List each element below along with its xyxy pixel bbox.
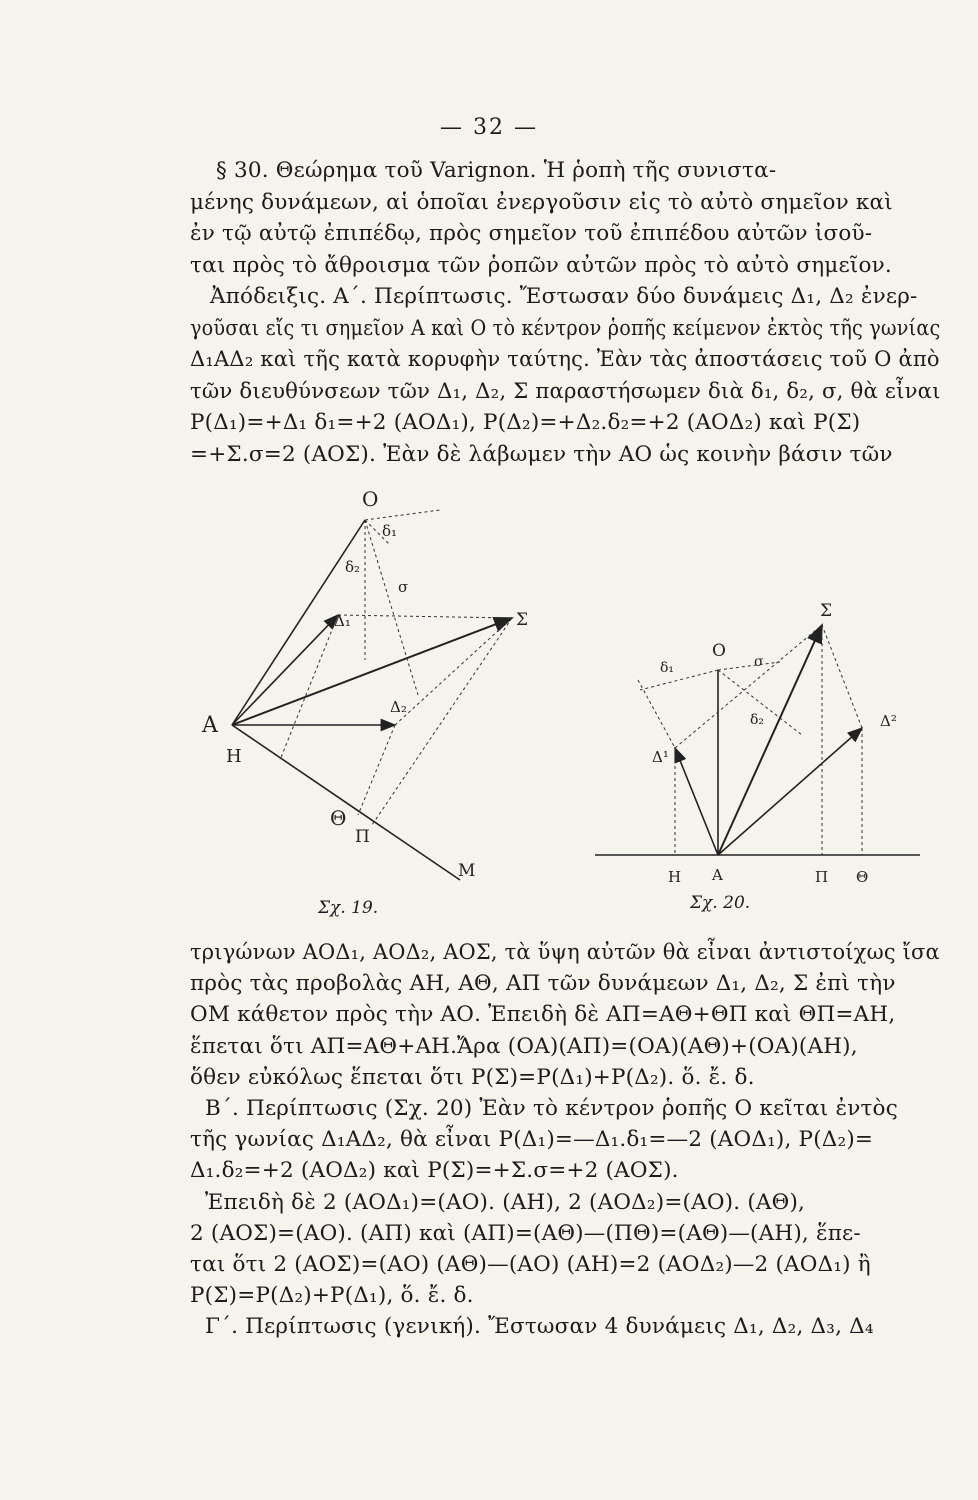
fig19-label-H: Η — [226, 746, 242, 767]
page-number: — 32 — — [440, 115, 538, 140]
fig20-label-D2: Δ² — [880, 712, 897, 730]
text-line: ΟΜ κάθετον πρὸς τὴν ΑΟ. Ἐπειδὴ δὲ ΑΠ=ΑΘ+ΘΠ καὶ ΘΠ=ΑΗ, — [190, 1002, 896, 1028]
fig19-label-s: σ — [398, 578, 409, 596]
text-line: γοῦσαι εἴς τι σημεῖον Α καὶ Ο τὸ κέντρον ῥοπῆς κείμενον ἐκτὸς τῆς γωνίας — [190, 315, 941, 341]
fig20-label-s: σ — [754, 654, 764, 670]
fig20-label-H: Η — [668, 868, 682, 886]
fig20-label-P: Π — [815, 868, 829, 886]
text-line: Ἀπόδειξις. Α΄. Περίπτωσις. Ἔστωσαν δύο δυνάμεις Δ₁, Δ₂ ἐνερ- — [210, 284, 918, 309]
figure-19 — [190, 480, 529, 920]
text-line: Β΄. Περίπτωσις (Σχ. 20) Ἐὰν τὸ κέντρον ῥοπῆς Ο κεῖται ἐντὸς — [205, 1096, 898, 1121]
line-OM — [232, 725, 460, 880]
text-line: ται ὅτι 2 (ΑΟΣ)=(ΑΟ) (ΑΘ)—(ΑΟ) (ΑΗ)=2 (ΑΟΔ₂)—2 (ΑΟΔ₁) ἢ — [190, 1252, 871, 1277]
text-line: ἐν τῷ αὐτῷ ἐπιπέδῳ, πρὸς σημεῖον τοῦ ἐπιπέδου αὐτῶν ἰσοῦ- — [190, 221, 873, 246]
force-S — [232, 618, 512, 725]
fig19-label-P: Π — [355, 827, 370, 847]
text-line: Δ₁ΑΔ₂ καὶ τῆς κατὰ κορυφὴν ταύτης. Ἐὰν τὰς ἀποστάσεις τοῦ Ο ἀπὸ — [190, 347, 940, 372]
text-line: § 30. Θεώρημα τοῦ Varignon. Ἡ ῥοπὴ τῆς συνιστα- — [216, 158, 777, 183]
text-line: Ἐπειδὴ δὲ 2 (ΑΟΔ₁)=(ΑΟ). (ΑΗ), 2 (ΑΟΔ₂)=(ΑΟ). (ΑΘ), — [205, 1189, 806, 1215]
text-line: τῶν διευθύνσεων τῶν Δ₁, Δ₂, Σ παραστήσωμεν διὰ δ₁, δ₂, σ, θὰ εἶναι — [190, 378, 941, 404]
figure-20-caption: Σχ. 20. — [690, 893, 751, 913]
text-line: Ρ(Δ₁)=+Δ₁ δ₁=+2 (ΑΟΔ₁), Ρ(Δ₂)=+Δ₂.δ₂=+2 (ΑΟΔ₂) καὶ Ρ(Σ) — [190, 410, 861, 435]
fig20-label-O: Ο — [712, 641, 726, 661]
fig20-force-S — [718, 625, 822, 855]
fig20-label-d2: δ₂ — [750, 712, 765, 728]
fig20-label-d1: δ₁ — [660, 660, 675, 676]
fig19-label-d1: δ₁ — [382, 522, 398, 540]
text-line: ἕπεται ὅτι ΑΠ=ΑΘ+ΑΗ.Ἄρα (ΟΑ)(ΑΠ)=(ΟΑ)(ΑΘ)+(ΟΑ)(ΑΗ), — [190, 1033, 858, 1059]
text-line: Δ₁.δ₂=+2 (ΑΟΔ₂) καὶ Ρ(Σ)=+Σ.σ=+2 (ΑΟΣ). — [190, 1158, 679, 1184]
text-line: μένης δυνάμεων, αἱ ὁποῖαι ἐνεργοῦσιν εἰς τὸ αὐτὸ σημεῖον καὶ — [190, 189, 893, 215]
fig19-label-M: Μ — [458, 861, 476, 881]
text-line: =+Σ.σ=2 (ΑΟΣ). Ἐὰν δὲ λάβωμεν τὴν ΑΟ ὡς κοινὴν βάσιν τῶν — [190, 441, 893, 467]
fig20-label-A: Α — [712, 866, 723, 884]
fig19-label-D2: Δ₂ — [390, 698, 407, 716]
fig20-label-D1: Δ¹ — [652, 748, 669, 766]
text-line: ὅθεν εὐκόλως ἕπεται ὅτι Ρ(Σ)=Ρ(Δ₁)+Ρ(Δ₂). ὅ. ἔ. δ. — [190, 1064, 755, 1090]
fig19-label-d2: δ₂ — [345, 558, 361, 576]
text-line: τῆς γωνίας Δ₁ΑΔ₂, θὰ εἶναι Ρ(Δ₁)=—Δ₁.δ₁=—2 (ΑΟΔ₁), Ρ(Δ₂)= — [190, 1127, 874, 1153]
text-line: ται πρὸς τὸ ἄθροισμα τῶν ῥοπῶν αὐτῶν πρὸς τὸ αὐτὸ σημεῖον. — [190, 252, 892, 278]
fig19-label-D1: Δ₁ — [334, 612, 351, 630]
fig19-label-Th: Θ — [330, 806, 347, 830]
fig20-force-D2 — [718, 728, 862, 855]
fig19-label-S: Σ — [516, 610, 529, 630]
text-line: πρὸς τὰς προβολὰς ΑΗ, ΑΘ, ΑΠ τῶν δυνάμεων Δ₁, Δ₂, Σ ἐπὶ τὴν — [190, 971, 896, 997]
text-line: 2 (ΑΟΣ)=(ΑΟ). (ΑΠ) καὶ (ΑΠ)=(ΑΘ)—(ΠΘ)=(ΑΘ)—(ΑΗ), ἕπε- — [190, 1220, 861, 1246]
fig20-label-S: Σ — [820, 601, 833, 621]
text-line: τριγώνων ΑΟΔ₁, ΑΟΔ₂, ΑΟΣ, τὰ ὕψη αὐτῶν θὰ εἶναι ἀντιστοίχως ἴσα — [190, 940, 940, 965]
fig20-label-Th: Θ — [856, 868, 869, 886]
fig20-force-D1 — [675, 748, 718, 855]
figure-20 — [590, 590, 930, 900]
text-line: Ρ(Σ)=Ρ(Δ₂)+Ρ(Δ₁), ὅ. ἔ. δ. — [190, 1283, 474, 1309]
fig19-label-O: Ο — [362, 487, 379, 511]
text-line: Γ΄. Περίπτωσις (γενική). Ἔστωσαν 4 δυνάμεις Δ₁, Δ₂, Δ₃, Δ₄ — [205, 1314, 874, 1340]
figure-19-caption: Σχ. 19. — [318, 898, 379, 918]
force-D1 — [232, 615, 338, 725]
fig19-label-A: Α — [202, 713, 218, 738]
